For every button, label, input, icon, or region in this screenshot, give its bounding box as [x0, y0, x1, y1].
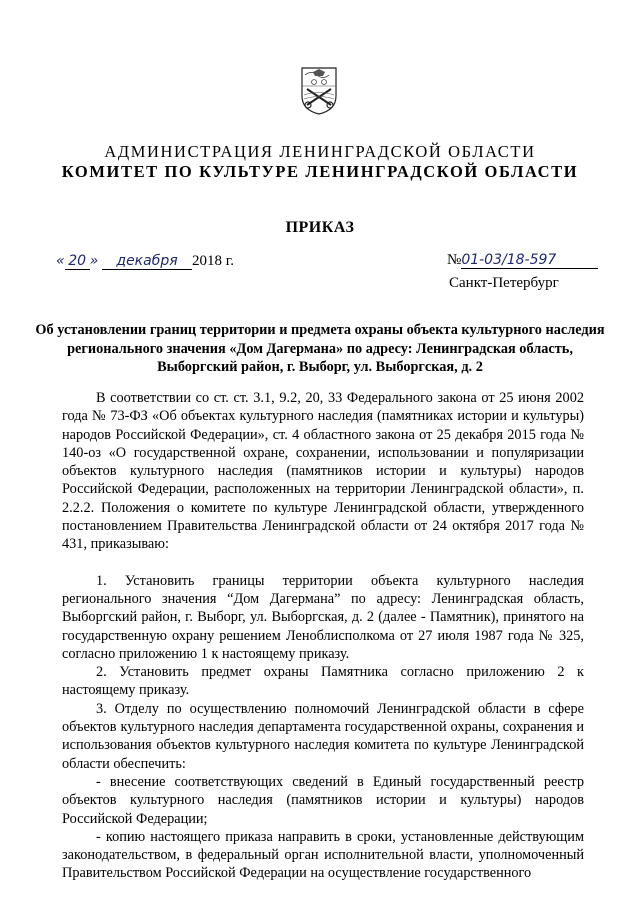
document-title: ПРИКАЗ [285, 219, 355, 236]
document-city: Санкт-Петербург [449, 275, 559, 291]
date-day: 20 [65, 253, 90, 270]
preamble-paragraph: В соответствии со ст. ст. 3.1, 9.2, 20, 33 Федерального закона от 25 июня 2002 года № 73-ФЗ «Об объектах культурного наследия (памятниках истории и культуры) народов Российской Федерации», ст. 4 областного закона от 25 декабря 2015 года № 140-оз «О государственной охране, сохранении, использовании и популяризации объектов культурного наследия (памятников истории и культуры) народов Российской Федерации, расположенных на территории Ленинградской области», п. 2.2.2. Положения о комитете по культуре Ленинградской области, утвержденного постановлением Правительства Ленинградской области от 24 октября 2017 года № 431, приказываю: [62, 390, 584, 553]
document-number [447, 252, 598, 269]
item-3b-paragraph: - копию настоящего приказа направить в сроки, установленные действующим законодательством, в федеральный орган исполнительной власти, уполномоченный Правительством Российской Федерации на осуществление государственного [62, 828, 584, 882]
document-date [56, 253, 234, 270]
date-month: декабря [102, 253, 192, 270]
number-value: 01-03/18-597 [461, 252, 598, 269]
document-subject: Об установлении границ территории и предмета охраны объекта культурного наследия регионального значения «Дом Дагермана» по адресу: Ленинградская область, Выборгский район, г. Выборг, ул. Выборгская, д. 2 [35, 322, 605, 375]
date-close-quote: » [89, 253, 99, 269]
item-3-paragraph: 3. Отделу по осуществлению полномочий Ленинградской области в сфере объектов культурного наследия департамента государственной охраны, сохранения и использования объектов культурного наследия комитета по культуре Ленинградской области обеспечить: [62, 700, 584, 772]
date-open-quote: « [56, 253, 65, 269]
number-label: № [447, 252, 462, 268]
item-3a-paragraph: - внесение соответствующих сведений в Единый государственный реестр объектов культурного наследия (памятников истории и культуры) народов Российской Федерации; [62, 773, 584, 827]
item-1-paragraph: 1. Установить границы территории объекта культурного наследия регионального значения “Дом Дагермана” по адресу: Ленинградская область, Выборгский район, г. Выборг, ул. Выборгская, д. 2 (далее - Памятник), принятого на государственную охрану решением Леноблисполкома от 27 июля 1987 года № 325, согласно приложению 1 к настоящему приказу. [62, 572, 584, 662]
document-body [62, 389, 584, 883]
item-2-paragraph: 2. Установить предмет охраны Памятника согласно приложению 2 к настоящему приказу. [62, 664, 584, 699]
committee-name: КОМИТЕТ ПО КУЛЬТУРЕ ЛЕНИНГРАДСКОЙ ОБЛАСТИ [61, 162, 579, 181]
date-year: 2018 г. [192, 253, 234, 269]
coat-of-arms-icon [299, 66, 339, 116]
organization-name: АДМИНИСТРАЦИЯ ЛЕНИНГРАДСКОЙ ОБЛАСТИ [104, 142, 536, 161]
